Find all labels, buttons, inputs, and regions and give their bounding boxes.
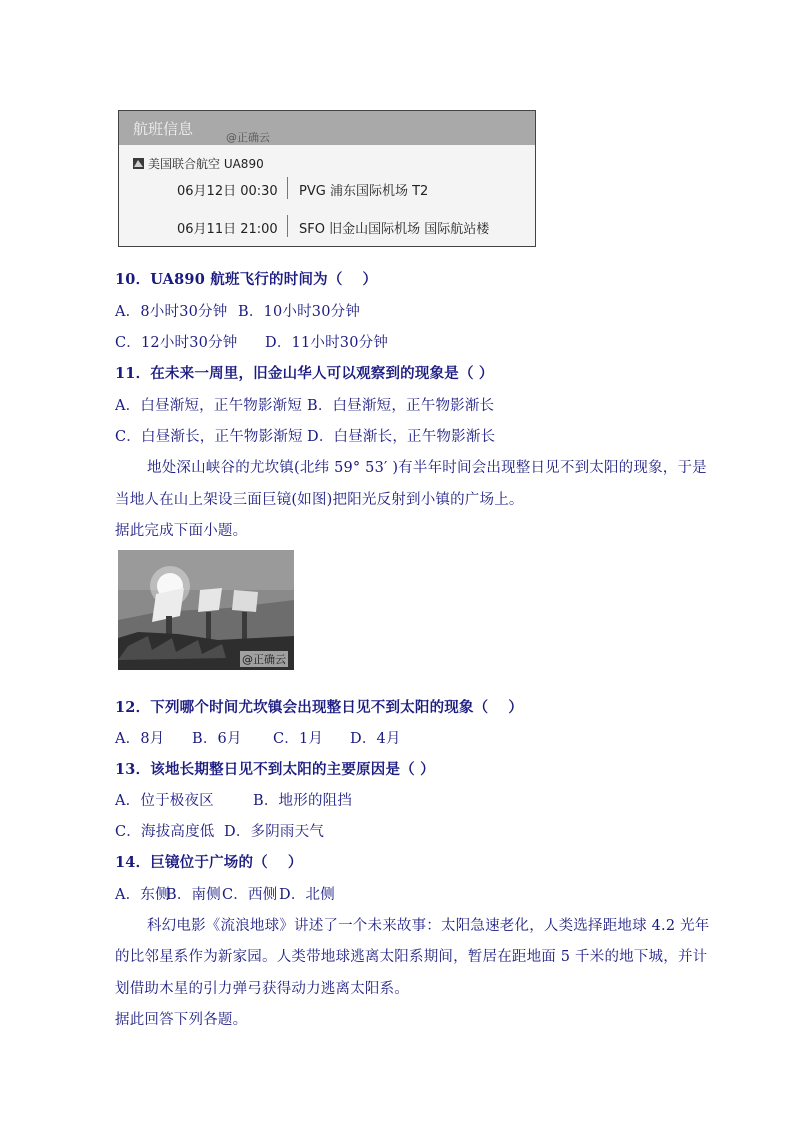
watermark: @正确云: [242, 653, 286, 666]
question-13-stem: 13．该地长期整日见不到太阳的主要原因是（ ）: [115, 761, 435, 778]
segment-divider: [287, 215, 288, 237]
q12-option-a: A．8月: [115, 731, 165, 747]
passage-1-line-1: 地处深山峡谷的尤坎镇(北纬 59° 53′ )有半年时间会出现整日见不到太阳的现象，于是: [147, 460, 707, 476]
passage-1-line-3: 据此完成下面小题。: [115, 523, 248, 539]
q14-option-d: D．北侧: [279, 887, 335, 903]
q11-option-c: C．白昼渐长，正午物影渐短: [115, 429, 303, 445]
q12-option-c: C．1月: [273, 731, 324, 747]
q12-option-d: D．4月: [350, 731, 401, 747]
flight-card-header: [119, 111, 535, 145]
arrival-datetime: 06月12日 00:30: [177, 184, 278, 199]
departure-airport: SFO 旧金山国际机场 国际航站楼: [299, 222, 490, 237]
mirrors-photo: [118, 550, 294, 670]
q10-option-c: C．12小时30分钟: [115, 335, 238, 351]
q13-option-d: D．多阴雨天气: [224, 824, 325, 840]
airline-row: [133, 155, 264, 172]
q11-option-d: D．白昼渐长，正午物影渐长: [307, 429, 496, 445]
q10-option-d: D．11小时30分钟: [265, 335, 389, 351]
q14-option-a: A．东侧: [115, 887, 170, 903]
arrival-airport: PVG 浦东国际机场 T2: [299, 184, 429, 199]
watermark: @正确云: [226, 131, 270, 144]
question-11-stem: 11．在未来一周里，旧金山华人可以观察到的现象是（ ）: [115, 365, 494, 382]
segment-divider: [287, 177, 288, 199]
q10-option-a: A．8小时30分钟: [115, 304, 228, 320]
q14-option-c: C．西侧: [222, 887, 278, 903]
flight-card-title: 航班信息: [133, 120, 194, 138]
q13-option-c: C．海拔高度低: [115, 824, 215, 840]
q14-option-b: B．南侧: [166, 887, 221, 903]
question-14-stem: 14．巨镜位于广场的（ ）: [115, 854, 303, 871]
question-12-stem: 12．下列哪个时间尤坎镇会出现整日见不到太阳的现象（ ）: [115, 699, 524, 716]
q10-option-b: B．10小时30分钟: [238, 304, 361, 320]
q13-option-a: A．位于极夜区: [115, 793, 214, 809]
passage-2-line-1: 科幻电影《流浪地球》讲述了一个未来故事：太阳急速老化，人类选择距地球 4.2 光年: [147, 918, 710, 934]
airline-name: 美国联合航空 UA890: [148, 157, 264, 171]
passage-2-line-3: 划借助木星的引力弹弓获得动力逃离太阳系。: [115, 981, 409, 997]
q13-option-b: B．地形的阻挡: [253, 793, 353, 809]
flight-info-card: [118, 110, 536, 247]
departure-datetime: 06月11日 21:00: [177, 222, 278, 237]
question-10-stem: 10．UA890 航班飞行的时间为（ ）: [115, 271, 378, 288]
passage-2-line-4: 据此回答下列各题。: [115, 1012, 248, 1028]
q11-option-b: B．白昼渐短，正午物影渐长: [307, 398, 495, 414]
q12-option-b: B．6月: [192, 731, 242, 747]
passage-1-line-2: 当地人在山上架设三面巨镜(如图)把阳光反射到小镇的广场上。: [115, 492, 524, 508]
airline-logo-icon: [133, 158, 144, 169]
passage-2-line-2: 的比邻星系作为新家园。人类带地球逃离太阳系期间，暂居在距地面 5 千米的地下城，并计: [115, 949, 708, 965]
q11-option-a: A．白昼渐短，正午物影渐短: [115, 398, 303, 414]
